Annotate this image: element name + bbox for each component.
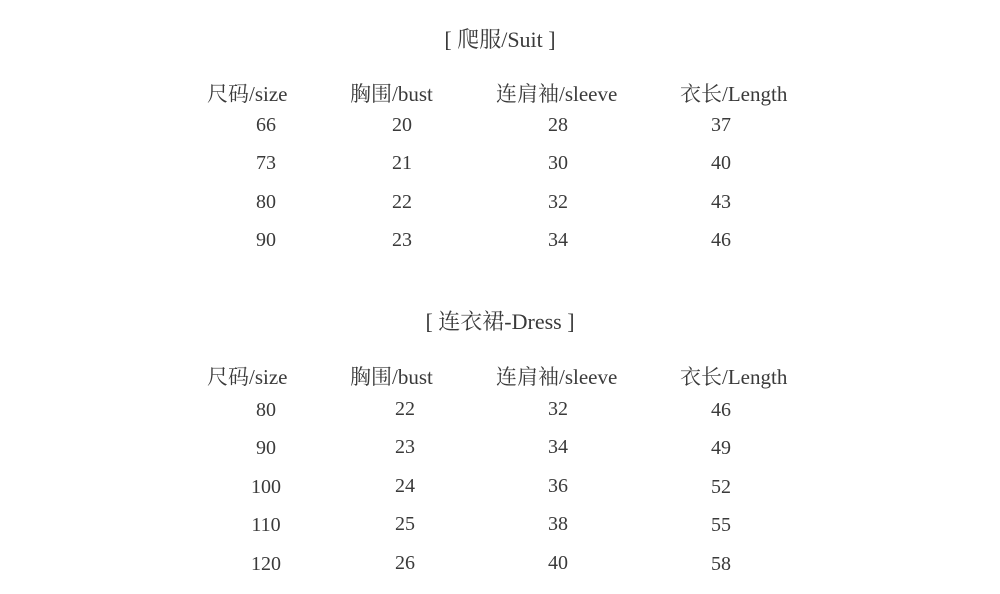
table-cell: 24 [395, 475, 415, 497]
table-cell: 43 [711, 191, 731, 213]
table-cell: 26 [395, 552, 415, 574]
table-cell: 23 [392, 229, 412, 251]
suit-header-bust: 胸围/bust [350, 82, 433, 106]
table-cell: 46 [711, 399, 731, 421]
table-cell: 58 [711, 553, 731, 575]
suit-table-title: [ 爬服/Suit ] [444, 27, 556, 52]
table-cell: 20 [392, 114, 412, 136]
table-cell: 34 [548, 229, 568, 251]
table-cell: 73 [256, 152, 276, 174]
table-cell: 52 [711, 476, 731, 498]
table-cell: 55 [711, 514, 731, 536]
table-cell: 32 [548, 191, 568, 213]
table-cell: 66 [256, 114, 276, 136]
suit-header-size: 尺码/size [207, 82, 288, 106]
dress-header-sleeve: 连肩袖/sleeve [496, 365, 618, 389]
table-cell: 90 [256, 437, 276, 459]
table-cell: 80 [256, 399, 276, 421]
dress-header-size: 尺码/size [207, 365, 288, 389]
dress-table-title: [ 连衣裙-Dress ] [425, 309, 575, 334]
table-cell: 46 [711, 229, 731, 251]
table-cell: 90 [256, 229, 276, 251]
dress-header-bust: 胸围/bust [350, 365, 433, 389]
table-cell: 40 [711, 152, 731, 174]
table-cell: 23 [395, 436, 415, 458]
table-cell: 34 [548, 436, 568, 458]
table-cell: 40 [548, 552, 568, 574]
table-cell: 28 [548, 114, 568, 136]
table-cell: 22 [392, 191, 412, 213]
table-cell: 120 [251, 553, 281, 575]
table-cell: 30 [548, 152, 568, 174]
suit-header-sleeve: 连肩袖/sleeve [496, 82, 618, 106]
table-cell: 36 [548, 475, 568, 497]
table-cell: 80 [256, 191, 276, 213]
table-cell: 37 [711, 114, 731, 136]
dress-header-length: 衣长/Length [680, 365, 788, 389]
table-cell: 32 [548, 398, 568, 420]
suit-header-length: 衣长/Length [680, 82, 788, 106]
table-cell: 100 [251, 476, 281, 498]
table-cell: 22 [395, 398, 415, 420]
table-cell: 49 [711, 437, 731, 459]
table-cell: 38 [548, 513, 568, 535]
table-cell: 110 [251, 514, 281, 536]
table-cell: 25 [395, 513, 415, 535]
table-cell: 21 [392, 152, 412, 174]
